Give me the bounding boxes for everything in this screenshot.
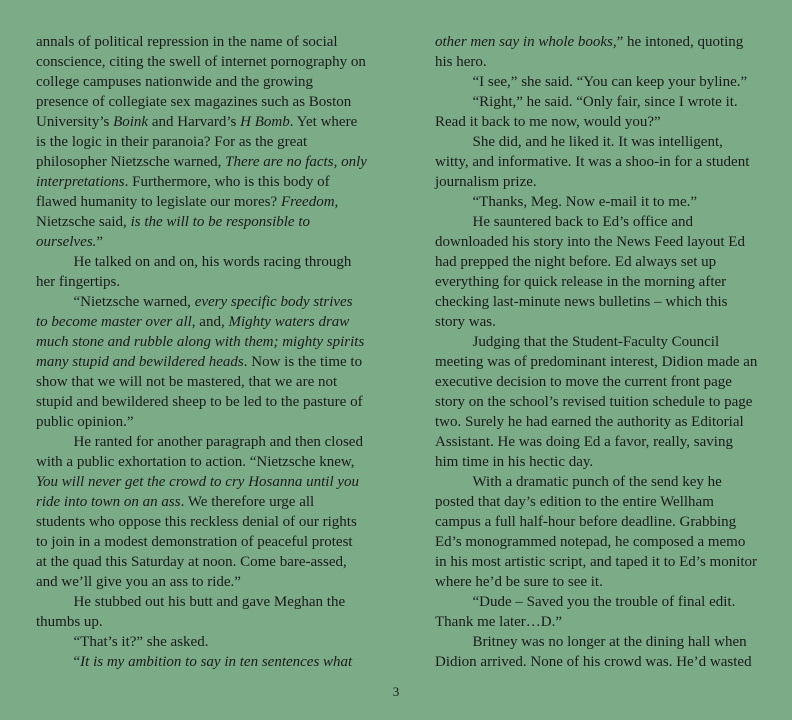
text-run: . Yet where is the logic in their paranoia? For as the great philosopher Nietzsche warned,: [36, 114, 358, 170]
paragraph: [435, 632, 758, 672]
paragraph: [435, 192, 758, 212]
paragraph: [435, 212, 758, 332]
paragraph: [36, 632, 367, 652]
page-number: 3: [392, 684, 400, 699]
paragraph: [36, 592, 367, 632]
paragraph: [36, 32, 367, 252]
paragraph: [435, 32, 758, 72]
text-run: and Harvard’s: [148, 114, 241, 130]
italic-text-run: You will never get the crowd to cry Hosanna until you ride into town on an ass: [36, 474, 360, 510]
paragraph: [435, 132, 758, 192]
italic-text-run: Mighty waters draw much stone and rubble along with them; mighty spirits many stupid and bewildered heads: [36, 314, 365, 370]
paragraph: [435, 332, 758, 472]
text-run: “Nietzsche warned,: [73, 294, 195, 310]
paragraph: [435, 92, 758, 132]
text-run: He sauntered back to Ed’s office and downloaded his story into the News Feed layout Ed had prepped the night before. Ed always set up everything for quick release in the morning after checking last-minute news bulletins – which this story was.: [435, 214, 745, 330]
text-run: He talked on and on, his words racing through her fingertips.: [36, 254, 352, 290]
text-run: “Right,” he said. “Only fair, since I wrote it. Read it back to me now, would you?”: [435, 94, 738, 130]
text-run: Judging that the Student-Faculty Council meeting was of predominant interest, Didion made an executive decision to move the current front page story on the school’s revised tuition schedule to page two. Surely he had earned the authority as Editorial Assistant. He was doing Ed a favor, really, saving him time in his hectic day.: [435, 334, 758, 470]
paragraph: [36, 652, 367, 672]
italic-text-run: is the will to be responsible to ourselves.: [36, 214, 310, 250]
text-run: “: [73, 654, 81, 670]
italic-text-run: other men say in whole books,: [435, 34, 617, 50]
text-run: annals of political repression in the name of social conscience, citing the swell of internet pornography on college campuses nationwide and the growing presence of collegiate sex magazines such as Boston University’s: [36, 34, 366, 130]
text-run: “Thanks, Meg. Now e-mail it to me.”: [472, 194, 698, 210]
italic-text-run: Boink: [113, 114, 149, 130]
text-column-right: [435, 32, 758, 672]
text-run: . Now is the time to show that we will not be mastered, that we are not stupid and bewildered sheep to be led to the pasture of public opinion.”: [36, 354, 363, 430]
paragraph: [36, 252, 367, 292]
italic-text-run: H Bomb: [240, 114, 290, 130]
text-run: She did, and he liked it. It was intelligent, witty, and informative. It was a shoo-in for a student journalism prize.: [435, 134, 750, 190]
text-run: “I see,” she said. “You can keep your byline.”: [472, 74, 748, 90]
text-run: . We therefore urge all students who oppose this reckless denial of our rights to join in a modest demonstration of peaceful protest at the quad this Saturday at noon. Come bare-assed, and we’ll give you an ass to ride.”: [36, 494, 357, 590]
text-run: ”: [96, 234, 104, 250]
paragraph: [435, 592, 758, 632]
column-gutter: [367, 32, 435, 672]
text-run: . Furthermore, who is this body of flawed humanity to legislate our mores?: [36, 174, 330, 210]
italic-text-run: There are no facts, only interpretations: [36, 154, 367, 190]
text-run: Nietzsche said,: [36, 214, 131, 230]
text-run: He ranted for another paragraph and then closed with a public exhortation to action. “Nietzsche knew,: [36, 434, 363, 470]
text-column-left: [36, 32, 367, 672]
italic-text-run: every specific body strives to become master over all: [36, 294, 353, 330]
italic-text-run: Freedom,: [280, 194, 339, 210]
paragraph: [435, 72, 758, 92]
text-run: Britney was no longer at the dining hall when Didion arrived. None of his crowd was. He’d wasted: [435, 634, 752, 670]
italic-text-run: It is my ambition to say in ten sentences what: [80, 654, 353, 670]
text-run: He stubbed out his butt and gave Meghan the thumbs up.: [36, 594, 346, 630]
paragraph: [36, 292, 367, 432]
text-run: “Dude – Saved you the trouble of final edit. Thank me later…D.”: [435, 594, 736, 630]
text-columns: [36, 32, 758, 672]
text-run: “That’s it?” she asked.: [73, 634, 209, 650]
text-run: ” he intoned, quoting his hero.: [435, 34, 744, 70]
paragraph: [435, 472, 758, 592]
text-run: With a dramatic punch of the send key he posted that day’s edition to the entire Wellham campus a full half-hour before deadline. Grabbing Ed’s monogrammed notepad, he composed a memo in his most artistic script, and taped it to Ed’s monitor where he’d be sure to see it.: [435, 474, 758, 590]
paragraph: [36, 432, 367, 592]
text-run: , and,: [191, 314, 229, 330]
